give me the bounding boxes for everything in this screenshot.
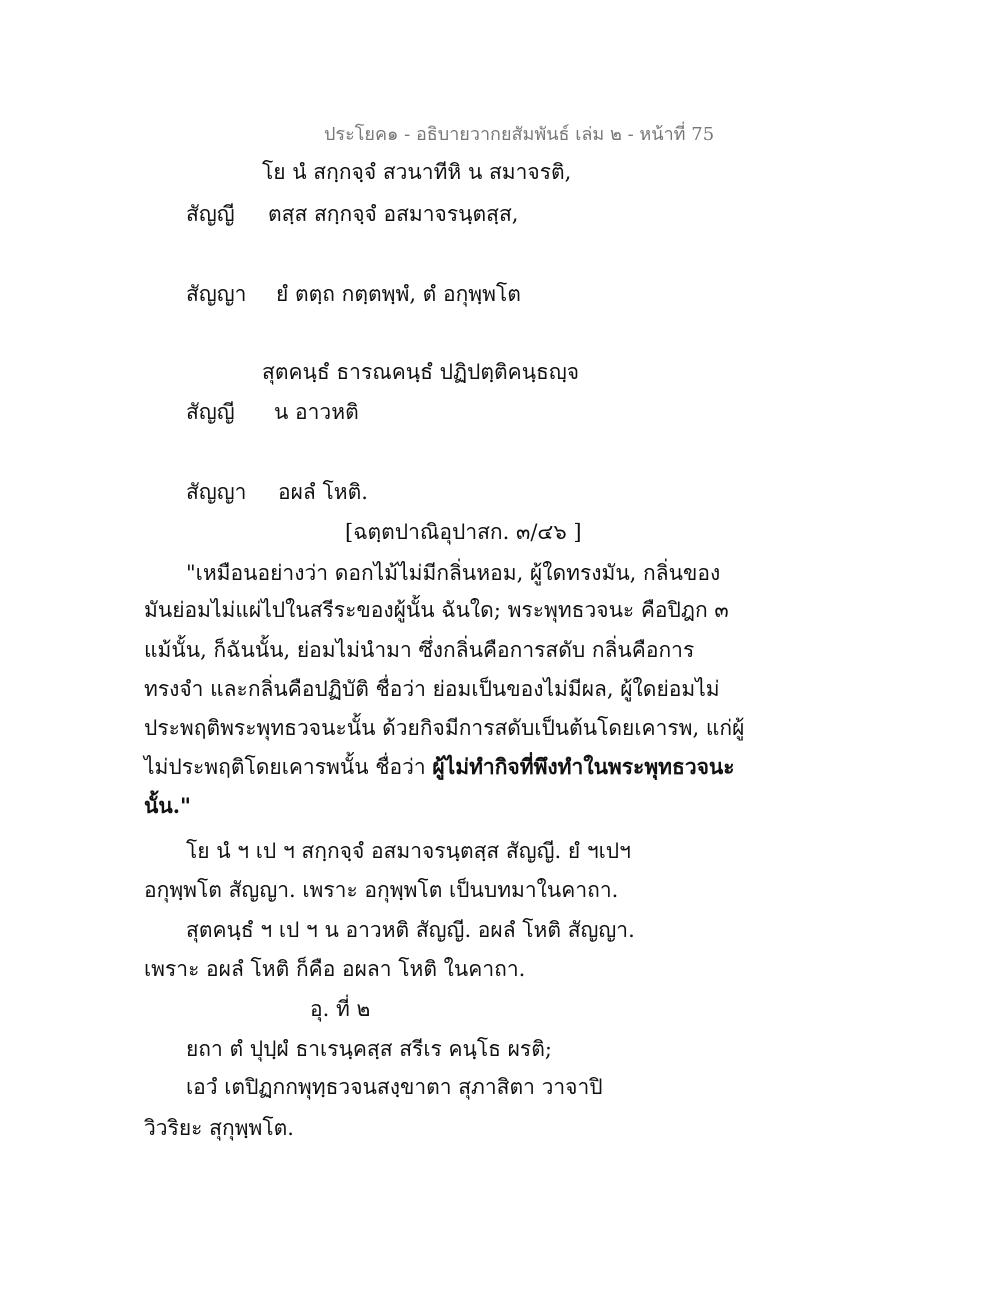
translation-line-6-text: ไม่ประพฤติโดยเคารพนั้น ชื่อว่า xyxy=(144,755,433,779)
verse2-line1: สุตคนฺธํ ธารณคนฺธํ ปฏิปตฺติคนฺธญฺจ xyxy=(262,360,580,384)
running-header: ประโยค๑ - อธิบายวากยสัมพันธ์ เล่ม ๒ - หน้าที่ 75 xyxy=(324,124,715,145)
note-line-3: สุตคนฺธํ ฯ เป ฯ น อาวหติ สัญญี. อผลํ โหติ สัญญา. xyxy=(186,918,635,942)
translation-line-6 xyxy=(144,753,735,781)
translation-line-5: ประพฤติพระพุทธวจนะนั้น ด้วยกิจมีการสดับเป็นต้นโดยเคารพ, แก่ผู้ xyxy=(144,716,745,740)
example2-line-1: ยถา ตํ ปุปฺผํ ธาเรนฺคสฺส สรีเร คนฺโธ ผรติ; xyxy=(186,1037,552,1061)
note-line-2: อกุพฺพโต สัญญา. เพราะ อกุพฺพโต เป็นบทมาในคาถา. xyxy=(144,878,619,902)
verse2-row2 xyxy=(186,478,368,506)
verse1-row1-label: สัญญี xyxy=(186,202,235,226)
verse1-line1: โย นํ สกฺกจฺจํ สวนาทีหิ น สมาจรติ, xyxy=(262,160,572,184)
verse1-row1-text: ตสฺส สกฺกจฺจํ อสมาจรนฺตสฺส, xyxy=(268,202,519,226)
verse2-row1-label: สัญญี xyxy=(186,400,235,424)
source-reference: [ฉตฺตปาณิอุปาสก. ๓/๔๖ ] xyxy=(345,520,582,544)
verse1-row2 xyxy=(186,280,521,308)
translation-line-1: "เหมือนอย่างว่า ดอกไม้ไม่มีกลิ่นหอม, ผู้ใดทรงมัน, กลิ่นของ xyxy=(186,561,721,585)
translation-line-4: ทรงจำ และกลิ่นคือปฏิบัติ ชื่อว่า ย่อมเป็นของไม่มีผล, ผู้ใดย่อมไม่ xyxy=(144,677,720,701)
verse2-row2-text: อผลํ โหติ. xyxy=(278,480,368,504)
note-line-4: เพราะ อผลํ โหติ ก็คือ อผลา โหติ ในคาถา. xyxy=(144,957,526,981)
verse1-row1 xyxy=(186,200,518,228)
example2-heading: อุ. ที่ ๒ xyxy=(310,997,371,1021)
verse2-row1-text: น อาวหติ xyxy=(274,400,359,424)
translation-line-2: มันย่อมไม่แผ่ไปในสรีระของผู้นั้น ฉันใด; พระพุทธวจนะ คือปิฎก ๓ xyxy=(144,598,729,622)
example2-line-2: เอวํ เตปิฏกกพุทฺธวจนสงฺขาตา สุภาสิตา วาจาปิ xyxy=(186,1075,603,1099)
verse1-row2-text: ยํ ตตฺถ กตฺตพฺพํ, ตํ อกุพฺพโต xyxy=(276,282,521,306)
translation-line-6-emphasis: ผู้ไม่ทำกิจที่พึงทำในพระพุทธวจนะ xyxy=(432,754,735,779)
translation-line-7: นั้น." xyxy=(144,793,191,818)
verse1-row2-label: สัญญา xyxy=(186,282,247,306)
note-line-1: โย นํ ฯ เป ฯ สกฺกจฺจํ อสมาจรนฺตสฺส สัญญี. ยํ ฯเปฯ xyxy=(186,839,631,863)
verse2-row2-label: สัญญา xyxy=(186,480,247,504)
example2-line-3: วิวริยะ สุกุพฺพโต. xyxy=(144,1116,294,1140)
verse2-row1 xyxy=(186,398,359,426)
translation-line-3: แม้นั้น, ก็ฉันนั้น, ย่อมไม่นำมา ซึ่งกลิ่นคือการสดับ กลิ่นคือการ xyxy=(144,638,695,662)
